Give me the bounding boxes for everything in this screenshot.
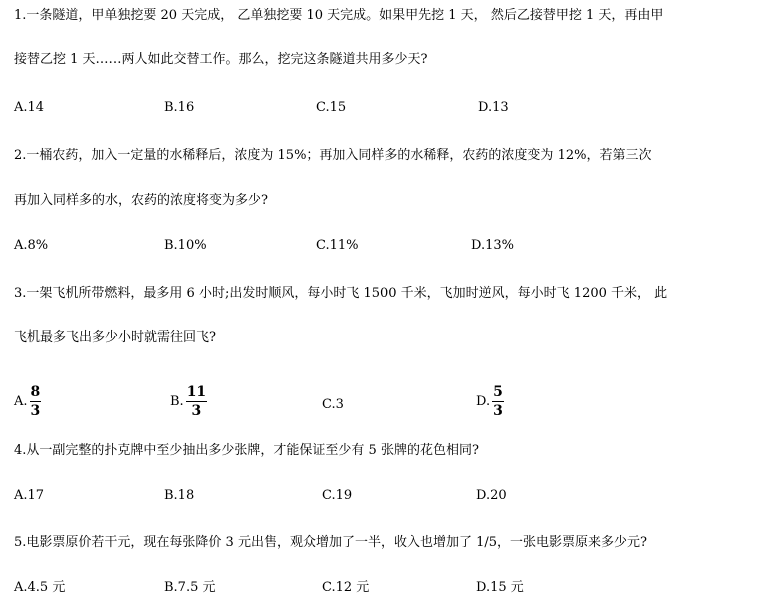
question-1-option-d: D.13 [478,100,509,115]
option-d-numerator: 5 [493,384,503,400]
question-1-option-b: B.16 [164,100,195,115]
option-d-fraction [492,384,504,419]
question-4-option-c: C.19 [322,488,353,503]
question-2-line-2: 再加入同样多的水，农药的浓度将变为多少? [14,193,268,208]
question-5-option-a: A.4.5 元 [14,580,66,595]
question-5-option-b: B.7.5 元 [164,580,216,595]
question-2-option-d: D.13% [471,238,514,253]
question-3-option-a [14,384,41,419]
question-2-option-a: A.8% [14,238,49,253]
question-4-option-b: B.18 [164,488,195,503]
question-3-option-b [170,384,207,419]
option-d-prefix: D. [476,394,491,409]
question-5-option-d: D.15 元 [476,580,524,595]
question-1-option-c: C.15 [316,100,347,115]
question-4-line-1: 4.从一副完整的扑克牌中至少抽出多少张牌，才能保证至少有 5 张牌的花色相同? [14,443,479,458]
option-a-prefix: A. [14,394,28,409]
question-1-option-a: A.14 [14,100,45,115]
question-1-line-2: 接替乙挖 1 天……两人如此交替工作。那么，挖完这条隧道共用多少天? [14,52,428,67]
option-b-denominator: 3 [191,403,202,419]
question-3-line-1: 3.一架飞机所带燃料，最多用 6 小时;出发时顺风，每小时飞 1500 千米，飞加时逆风，每小时飞 1200 千米， 此 [14,286,668,301]
option-b-fraction [186,384,207,419]
question-3-line-2: 飞机最多飞出多少小时就需往回飞? [14,330,216,345]
option-a-fraction [30,384,42,419]
question-4-option-a: A.17 [14,488,45,503]
option-d-denominator: 3 [493,403,503,419]
question-2-option-c: C.11% [316,238,359,253]
question-5-line-1: 5.电影票原价若干元，现在每张降价 3 元出售，观众增加了一半，收入也增加了 1/5，一张电影票原来多少元? [14,535,647,550]
question-5-option-c: C.12 元 [322,580,370,595]
question-4-option-d: D.20 [476,488,507,503]
question-2-line-1: 2.一桶农药，加入一定量的水稀释后，浓度为 15%；再加入同样多的水稀释，农药的浓度变为 12%，若第三次 [14,148,652,163]
option-a-numerator: 8 [30,384,41,400]
question-1-line-1: 1.一条隧道，甲单独挖要 20 天完成， 乙单独挖要 10 天完成。如果甲先挖 1 天， 然后乙接替甲挖 1 天，再由甲 [14,8,664,23]
option-a-denominator: 3 [30,403,41,419]
option-b-prefix: B. [170,394,184,409]
question-3-option-d [476,384,504,419]
option-b-numerator: 11 [186,384,207,400]
question-3-option-c: C.3 [322,397,344,412]
question-2-option-b: B.10% [164,238,207,253]
